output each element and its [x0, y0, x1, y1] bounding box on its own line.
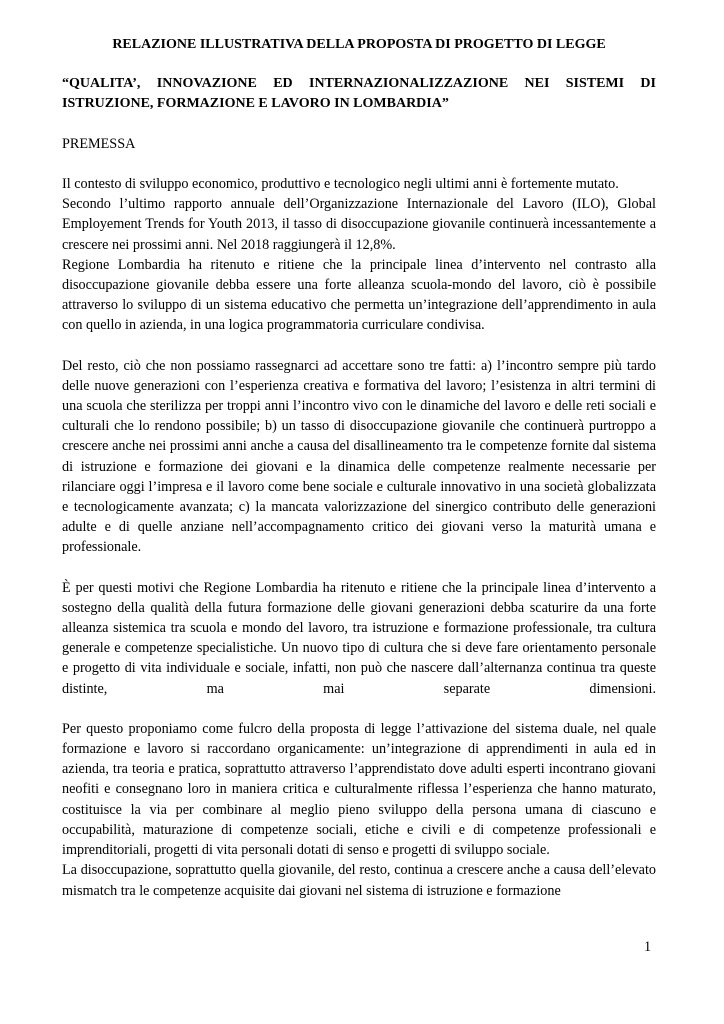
document-subtitle: “QUALITA’, INNOVAZIONE ED INTERNAZIONALIZZAZIONE NEI SISTEMI DI ISTRUZIONE, FORMAZIONE E LAVORO IN LOMBARDIA” — [62, 76, 656, 111]
paragraph: È per questi motivi che Regione Lombardia ha ritenuto e ritiene che la principale linea d’intervento a sostegno della qualità della futura formazione delle giovani generazioni debba scaturire da una forte alleanza sistemica tra scuola e mondo del lavoro, tra istruzione e formazione professionale, tra cultura generale e competenze specialistiche. Un nuovo tipo di cultura che si deve fare orientamento personale e progetto di vita individuale e sociale, infatti, non può che nascere dall’alternanza continua tra queste distinte, ma mai separate dimensioni. — [62, 579, 656, 697]
document-title: RELAZIONE ILLUSTRATIVA DELLA PROPOSTA DI PROGETTO DI LEGGE — [112, 37, 606, 52]
section-heading: PREMESSA — [62, 136, 136, 152]
paragraph: La disoccupazione, soprattutto quella giovanile, del resto, continua a crescere anche a causa dell’elevato mismatch tra le competenze acquisite dai giovani nel sistema di istruzione e formazione — [62, 862, 656, 899]
paragraph: Il contesto di sviluppo economico, produttivo e tecnologico negli ultimi anni è fortemente mutato. — [62, 176, 619, 192]
page-number: 1 — [644, 939, 652, 955]
paragraph: Secondo l’ultimo rapporto annuale dell’Organizzazione Internazionale del Lavoro (ILO), Global Employement Trends for Youth 2013, il tasso di disoccupazione giovanile continuerà incessantemente a crescere nei prossimi anni. Nel 2018 raggiungerà il 12,8%. — [62, 196, 656, 253]
paragraph: Per questo proponiamo come fulcro della proposta di legge l’attivazione del sistema duale, nel quale formazione e lavoro si raccordano organicamente: un’integrazione di apprendimenti in aula ed in azienda, tra teoria e pratica, soprattutto attraverso l’apprendistato dove adulti esperti incontrano giovani neofiti e consegnano loro in maniera critica e culturalmente riflessa l’esperienza che hanno maturato, costituisce la via per combinare al meglio pieno sviluppo della persona umana di ciascuno e occupabilità, maturazione di competenze sociali, etiche e civili e di competenze professionali e imprenditoriali, progetti di vita personali dotati di senso e progetti di sviluppo sociale. — [62, 720, 656, 859]
paragraph: Del resto, ciò che non possiamo rassegnarci ad accettare sono tre fatti: a) l’incontro sempre più tardo delle nuove generazioni con l’esperienza creativa e formativa del lavoro; l’esistenza in altri termini di una scuola che sterilizza per troppi anni l’incontro vivo con le dinamiche del lavoro e delle reti sociali e culturali che lo rendono possibile; b) un tasso di disoccupazione giovanile che continuerà purtroppo a crescere anche nei prossimi anni anche a causa del disallineamento tra le competenze fornite dal sistema di istruzione e formazione dei giovani e la dinamica delle competenze realmente necessarie per rilanciare oggi l’impresa e il lavoro come bene sociale e culturale innovativo in una società globalizzata e tecnologicamente avanzata; c) la mancata valorizzazione del sinergico contributo delle generazioni adulte e di quelle anziane nell’accompagnamento critico dei giovani verso la maturità umana e professionale. — [62, 357, 656, 556]
document-body — [62, 174, 656, 901]
paragraph: Regione Lombardia ha ritenuto e ritiene che la principale linea d’intervento nel contrasto alla disoccupazione giovanile debba essere una forte alleanza scuola-mondo del lavoro, ciò è possibile attraverso lo sviluppo di un sistema educativo che permetta un’integrazione dell’apprendimento in aula con quello in azienda, in una logica programmatoria curriculare condivisa. — [62, 256, 656, 334]
